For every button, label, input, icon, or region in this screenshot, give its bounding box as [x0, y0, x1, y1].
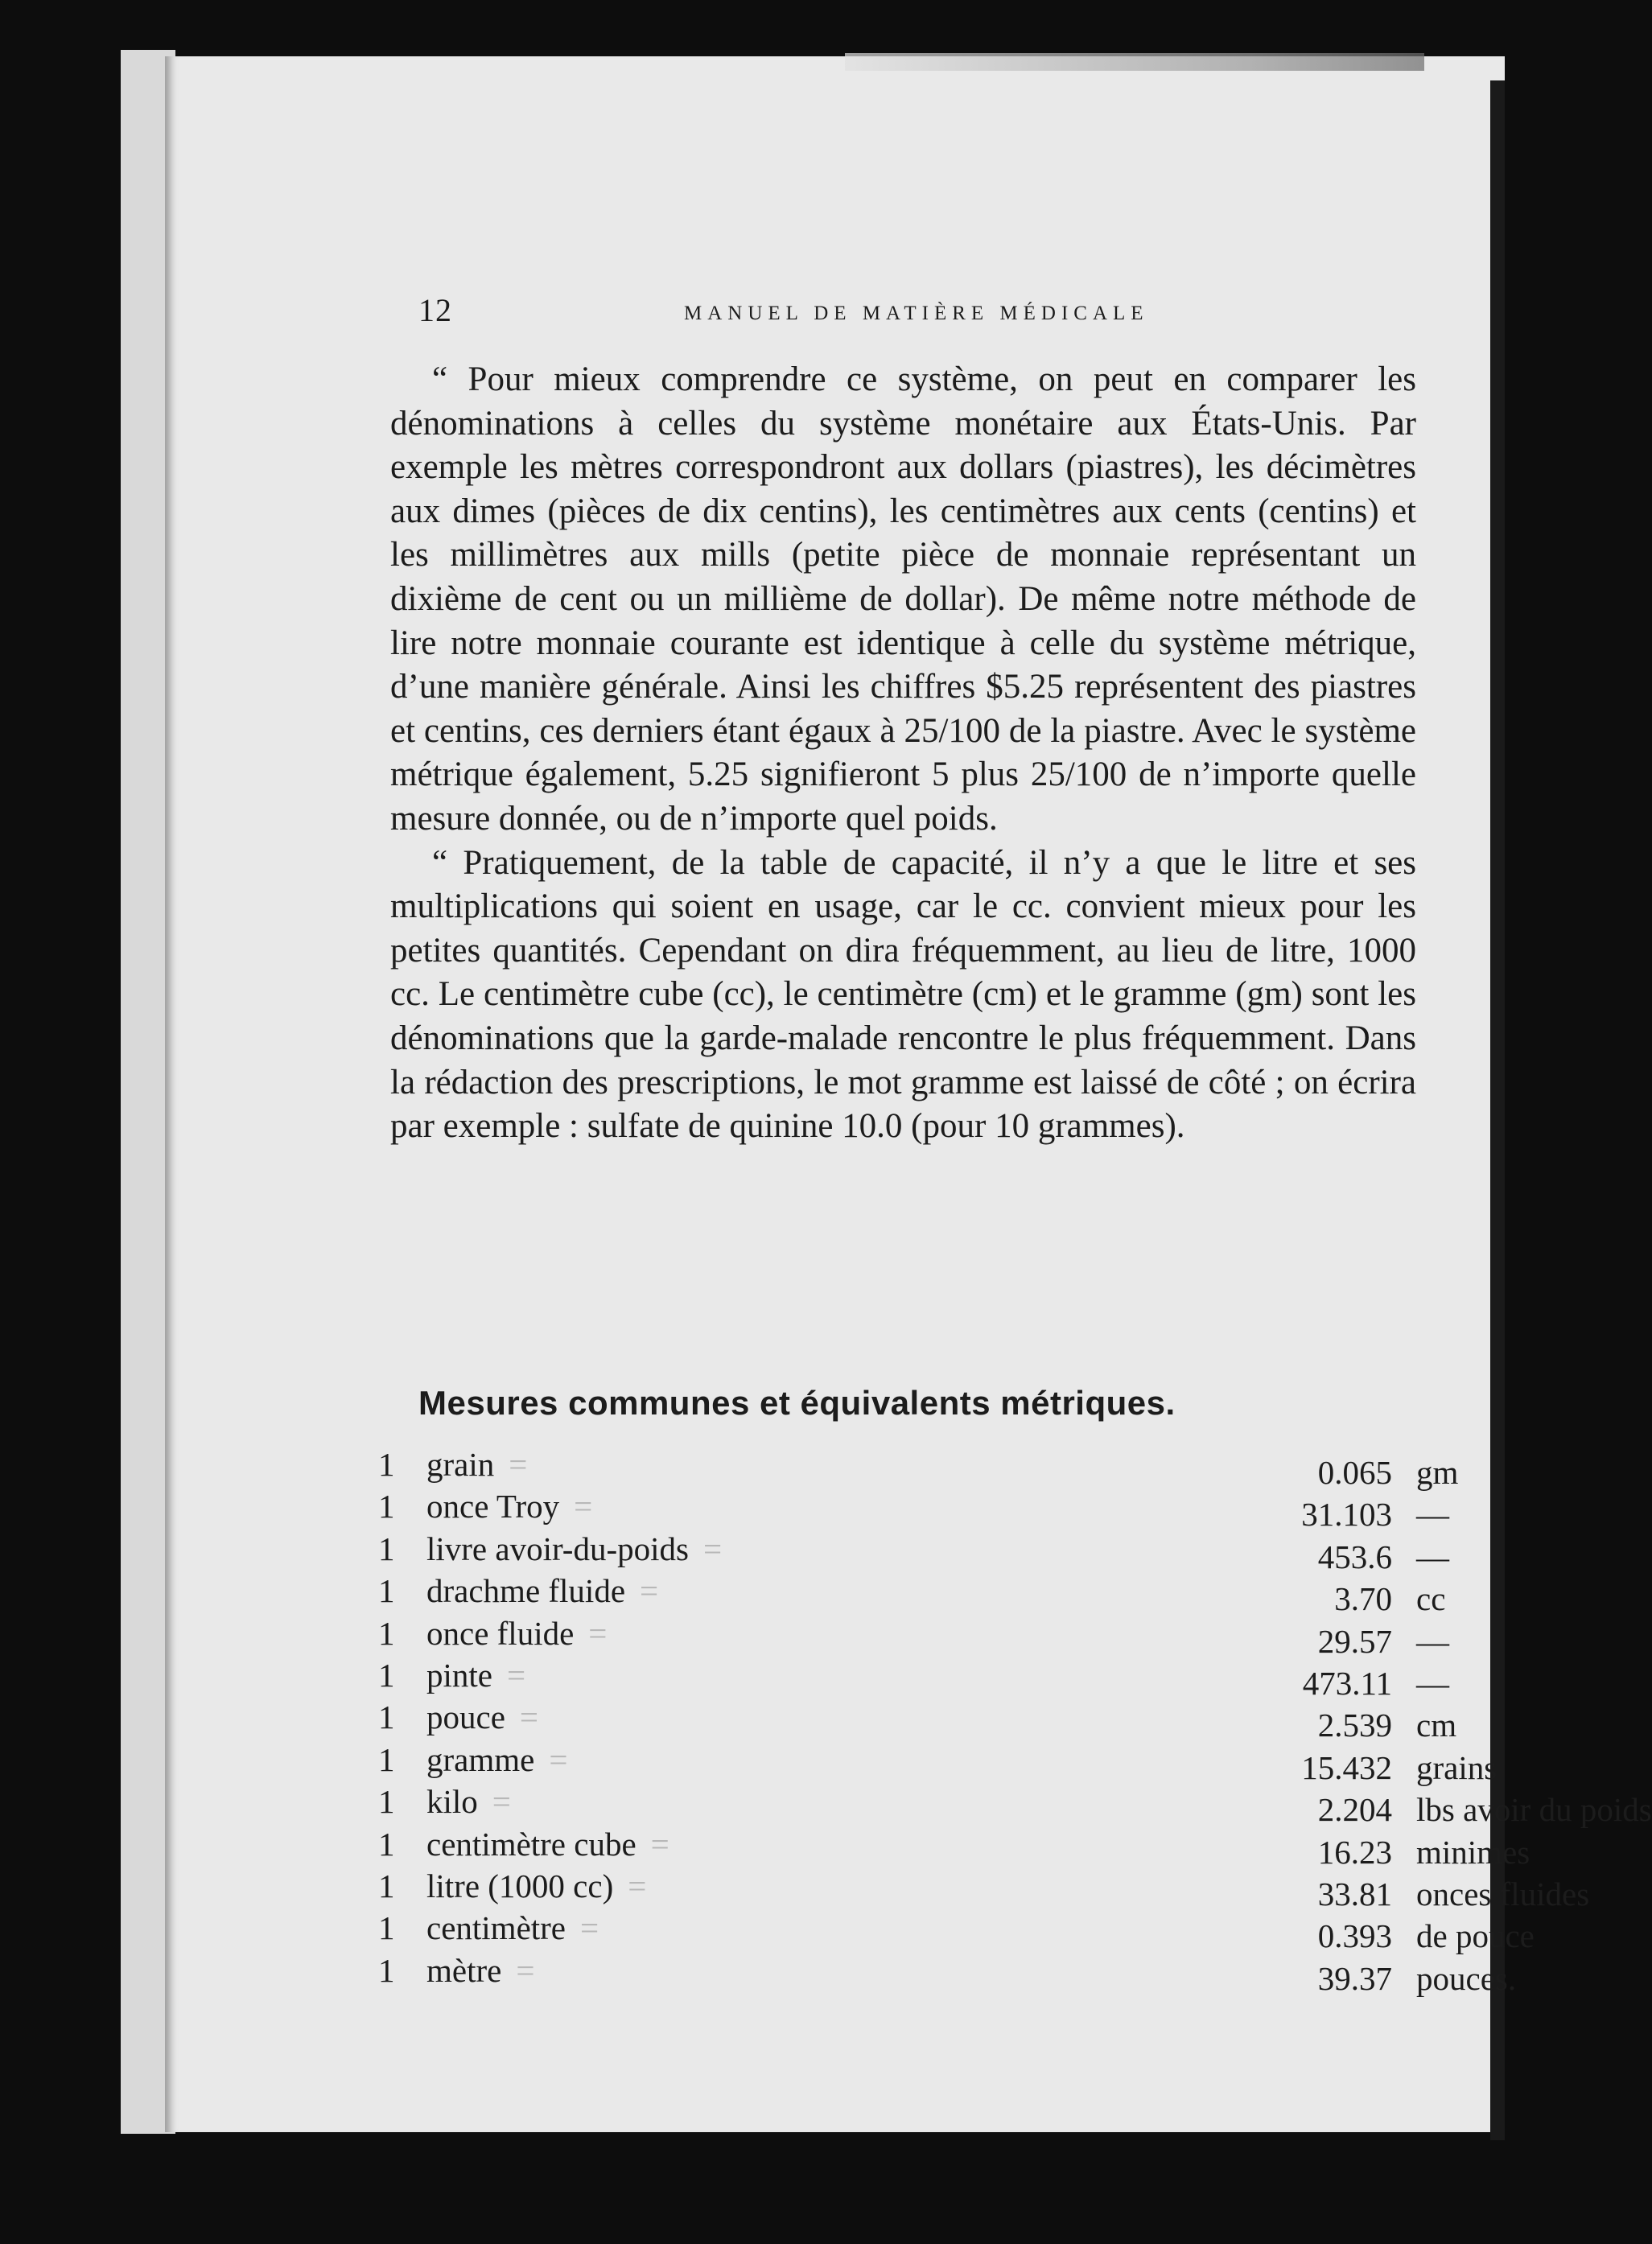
- table-row: [378, 1739, 1498, 1786]
- metric-unit: —: [1416, 1496, 1449, 1534]
- quantity: 1: [378, 1656, 395, 1694]
- unit-name: litre (1000 cc) =: [426, 1867, 647, 1904]
- running-head: MANUEL DE MATIÈRE MÉDICALE: [684, 303, 1149, 324]
- unit-name: centimètre =: [426, 1909, 599, 1947]
- quantity: 1: [378, 1698, 395, 1736]
- equals-sign: =: [492, 1783, 511, 1821]
- quantity: 1: [378, 1951, 395, 1989]
- metric-value: 2.204: [1317, 1791, 1392, 1829]
- unit-name: livre avoir-du-poids =: [426, 1530, 723, 1567]
- metric-value: 31.103: [1301, 1496, 1392, 1534]
- table-row: [378, 1612, 1449, 1660]
- paragraph: “ Pratiquement, de la table de capacité, il n’y a que le litre et ses multiplications qui soient en usage, car le cc. convient mieux pour les petites quantités. Cependant on dira fréquemment, au lieu de litre, 1000 cc. Le centimètre cube (cc), le centimètre (cm) et le gramme (gm) sont les dénominations que la garde-malade rencontre le plus fréquemment. Dans la rédaction des prescriptions, le mot gramme est laissé de côté ; on écrira par exemple : sulfate de quinine 10.0 (pour 10 grammes).: [390, 843, 1416, 1146]
- metric-unit: onces fluides: [1416, 1875, 1590, 1913]
- equals-sign: =: [580, 1909, 599, 1947]
- equals-sign: =: [574, 1488, 593, 1526]
- paragraph: “ Pour mieux comprendre ce système, on peut en comparer les dénominations à celles du système monétaire aux États-Unis. Par exemple les mètres correspondront aux dollars (piastres), les décimètres aux dimes (pièces de dix centins), les centimètres aux cents (centins) et les millimètres aux mills (petite pièce de monnaie représentant un dixième de cent ou un millième de dollar). De même notre méthode de lire notre monnaie courante est identique à celle du système métrique, d’une manière générale. Ainsi les chiffres $5.25 représentent des piastres et centins, ces derniers étant égaux à 25/100 de la piastre. Avec le système métrique également, 5.25 signifieront 5 plus 25/100 de n’importe quelle mesure donnée, ou de n’importe quel poids.: [390, 360, 1416, 838]
- quantity: 1: [378, 1825, 395, 1863]
- equals-sign: =: [640, 1572, 659, 1610]
- unit-name: grain =: [426, 1446, 528, 1483]
- page-number: 12: [418, 292, 452, 328]
- metric-unit: minimes: [1416, 1833, 1530, 1871]
- unit-name: gramme =: [426, 1740, 568, 1778]
- unit-name: kilo =: [426, 1783, 511, 1821]
- metric-unit: —: [1416, 1622, 1449, 1660]
- quantity: 1: [378, 1488, 395, 1526]
- table-row: [378, 1528, 1449, 1575]
- metric-unit: grains: [1416, 1748, 1498, 1786]
- quantity: 1: [378, 1614, 395, 1652]
- unit-name: pouce =: [426, 1698, 539, 1736]
- metric-unit: de pouce: [1416, 1917, 1535, 1955]
- equals-sign: =: [702, 1530, 723, 1567]
- equals-sign: =: [628, 1867, 647, 1904]
- quantity: 1: [378, 1446, 395, 1483]
- table-row: [378, 1570, 1446, 1618]
- metric-unit: —: [1416, 1538, 1449, 1575]
- quantity: 1: [378, 1867, 395, 1904]
- table-row: [378, 1907, 1535, 1955]
- page-header: [418, 291, 1432, 340]
- table-title: Mesures communes et équivalents métriques.: [418, 1384, 1176, 1422]
- quantity: 1: [378, 1530, 395, 1567]
- unit-name: drachme fluide =: [426, 1572, 659, 1610]
- unit-name: pinte =: [426, 1656, 526, 1694]
- unit-name: once Troy =: [426, 1488, 593, 1526]
- quantity: 1: [378, 1572, 395, 1610]
- metric-value: 2.539: [1317, 1707, 1392, 1744]
- table-row: [378, 1443, 1459, 1491]
- table-row: [378, 1696, 1457, 1744]
- table-row: [378, 1654, 1449, 1702]
- measures-table: [378, 1443, 1652, 1997]
- metric-value: 453.6: [1317, 1538, 1392, 1575]
- metric-unit: cc: [1416, 1580, 1446, 1618]
- quantity: 1: [378, 1783, 395, 1821]
- metric-unit: pouces.: [1416, 1959, 1517, 1997]
- metric-value: 29.57: [1317, 1622, 1392, 1660]
- unit-name: once fluide =: [426, 1614, 608, 1652]
- scan-top-strip: [845, 53, 1424, 71]
- table-row: [378, 1950, 1517, 1997]
- metric-value: 15.432: [1301, 1748, 1392, 1786]
- metric-unit: cm: [1416, 1707, 1457, 1744]
- table-row: [378, 1485, 1449, 1534]
- metric-value: 3.70: [1334, 1580, 1392, 1618]
- body-text: [390, 358, 1416, 1149]
- metric-unit: —: [1416, 1664, 1449, 1702]
- metric-value: 0.065: [1317, 1454, 1392, 1491]
- quantity: 1: [378, 1909, 395, 1947]
- quantity: 1: [378, 1740, 395, 1778]
- equals-sign: =: [506, 1656, 526, 1694]
- metric-value: 33.81: [1317, 1875, 1392, 1913]
- metric-value: 473.11: [1302, 1664, 1392, 1702]
- table-row: [378, 1823, 1530, 1871]
- equals-sign: =: [519, 1698, 539, 1736]
- metric-value: 16.23: [1317, 1833, 1392, 1871]
- table-row: [378, 1865, 1590, 1913]
- equals-sign: =: [509, 1446, 528, 1483]
- equals-sign: =: [549, 1740, 568, 1778]
- metric-value: 0.393: [1317, 1917, 1392, 1955]
- metric-value: 39.37: [1317, 1959, 1392, 1997]
- metric-unit: lbs avoir du poids: [1416, 1791, 1652, 1829]
- table-row: [378, 1781, 1652, 1829]
- metric-unit: gm: [1416, 1454, 1459, 1491]
- equals-sign: =: [588, 1614, 608, 1652]
- equals-sign: =: [516, 1951, 535, 1989]
- unit-name: centimètre cube =: [426, 1825, 669, 1863]
- unit-name: mètre =: [426, 1951, 535, 1989]
- equals-sign: =: [650, 1825, 669, 1863]
